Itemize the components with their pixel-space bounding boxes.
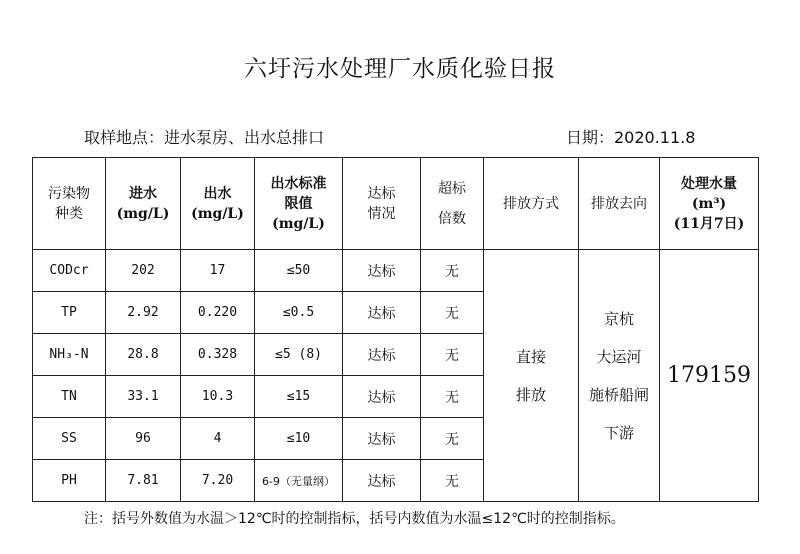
discharge-dest-line2: 大运河: [596, 347, 642, 366]
cell-status: 达标: [343, 376, 421, 418]
water-quality-table: [32, 157, 759, 502]
header-discharge-dest: 排放去向: [579, 158, 660, 250]
header-volume: [660, 158, 759, 250]
cell-outflow: 0.220: [181, 292, 255, 334]
cell-limit: ≤10: [255, 418, 343, 460]
cell-status: 达标: [343, 418, 421, 460]
cell-inflow: 7.81: [106, 460, 181, 502]
cell-exceed: 无: [421, 418, 484, 460]
sampling-location: 取样地点：进水泵房、出水总排口: [84, 128, 325, 147]
cell-volume: 179159: [660, 250, 759, 502]
header-exceed-line2: 倍数: [438, 210, 466, 227]
cell-limit: ≤0.5: [255, 292, 343, 334]
cell-discharge-method: [484, 250, 579, 502]
discharge-dest-line4: 下游: [603, 423, 634, 442]
header-exceed-line1: 超标: [438, 180, 466, 197]
header-volume-unit: (m³): [691, 195, 727, 212]
cell-pollutant: TP: [33, 292, 106, 334]
footnote: 注：括号外数值为水温＞12℃时的控制指标，括号内数值为水温≤12℃时的控制指标。: [84, 511, 625, 527]
discharge-method-line2: 排放: [515, 385, 546, 404]
cell-inflow: 202: [106, 250, 181, 292]
header-inflow-unit: (mg/L): [116, 205, 170, 222]
cell-pollutant: CODcr: [33, 250, 106, 292]
cell-inflow: 2.92: [106, 292, 181, 334]
cell-limit: ≤5 (8): [255, 334, 343, 376]
header-row: [33, 158, 759, 250]
cell-outflow: 0.328: [181, 334, 255, 376]
header-outflow: [181, 158, 255, 250]
cell-status: 达标: [343, 460, 421, 502]
cell-status: 达标: [343, 334, 421, 376]
cell-status: 达标: [343, 292, 421, 334]
header-compliance-line1: 达标: [367, 185, 396, 202]
header-inflow-line1: 进水: [129, 185, 157, 202]
header-discharge-method: 排放方式: [484, 158, 579, 250]
header-outflow-line1: 出水: [203, 185, 232, 202]
header-pollutant-line2: 种类: [55, 205, 83, 222]
cell-status: 达标: [343, 250, 421, 292]
discharge-dest-line3: 施桥船闸: [588, 385, 649, 404]
header-standard-line2: 限值: [284, 195, 313, 212]
cell-inflow: 33.1: [106, 376, 181, 418]
header-exceed: [421, 158, 484, 250]
cell-limit: ≤50: [255, 250, 343, 292]
header-pollutant-line1: 污染物: [48, 185, 90, 202]
discharge-method-line1: 直接: [515, 347, 546, 366]
cell-inflow: 28.8: [106, 334, 181, 376]
header-inflow: [106, 158, 181, 250]
cell-exceed: 无: [421, 376, 484, 418]
cell-pollutant: NH₃-N: [33, 334, 106, 376]
cell-limit: 6-9（无量纲）: [255, 460, 343, 502]
cell-outflow: 10.3: [181, 376, 255, 418]
header-compliance: [343, 158, 421, 250]
cell-limit: ≤15: [255, 376, 343, 418]
cell-pollutant: SS: [33, 418, 106, 460]
cell-outflow: 4: [181, 418, 255, 460]
cell-exceed: 无: [421, 250, 484, 292]
header-compliance-line2: 情况: [367, 205, 396, 222]
header-volume-line1: 处理水量: [681, 175, 737, 192]
header-standard-unit: (mg/L): [272, 215, 325, 232]
discharge-dest-line1: 京杭: [603, 309, 634, 328]
table-row: [33, 250, 759, 292]
cell-outflow: 17: [181, 250, 255, 292]
cell-exceed: 无: [421, 334, 484, 376]
cell-outflow: 7.20: [181, 460, 255, 502]
header-standard: [255, 158, 343, 250]
header-outflow-unit: (mg/L): [191, 205, 244, 222]
header-pollutant: [33, 158, 106, 250]
cell-exceed: 无: [421, 460, 484, 502]
cell-pollutant: PH: [33, 460, 106, 502]
page-title: 六圩污水处理厂水质化验日报: [244, 56, 556, 82]
cell-exceed: 无: [421, 292, 484, 334]
header-standard-line1: 出水标准: [270, 175, 327, 192]
report-date: 日期：2020.11.8: [566, 128, 696, 147]
cell-discharge-dest: [579, 250, 660, 502]
cell-pollutant: TN: [33, 376, 106, 418]
cell-inflow: 96: [106, 418, 181, 460]
header-volume-date: (11月7日): [673, 215, 745, 232]
